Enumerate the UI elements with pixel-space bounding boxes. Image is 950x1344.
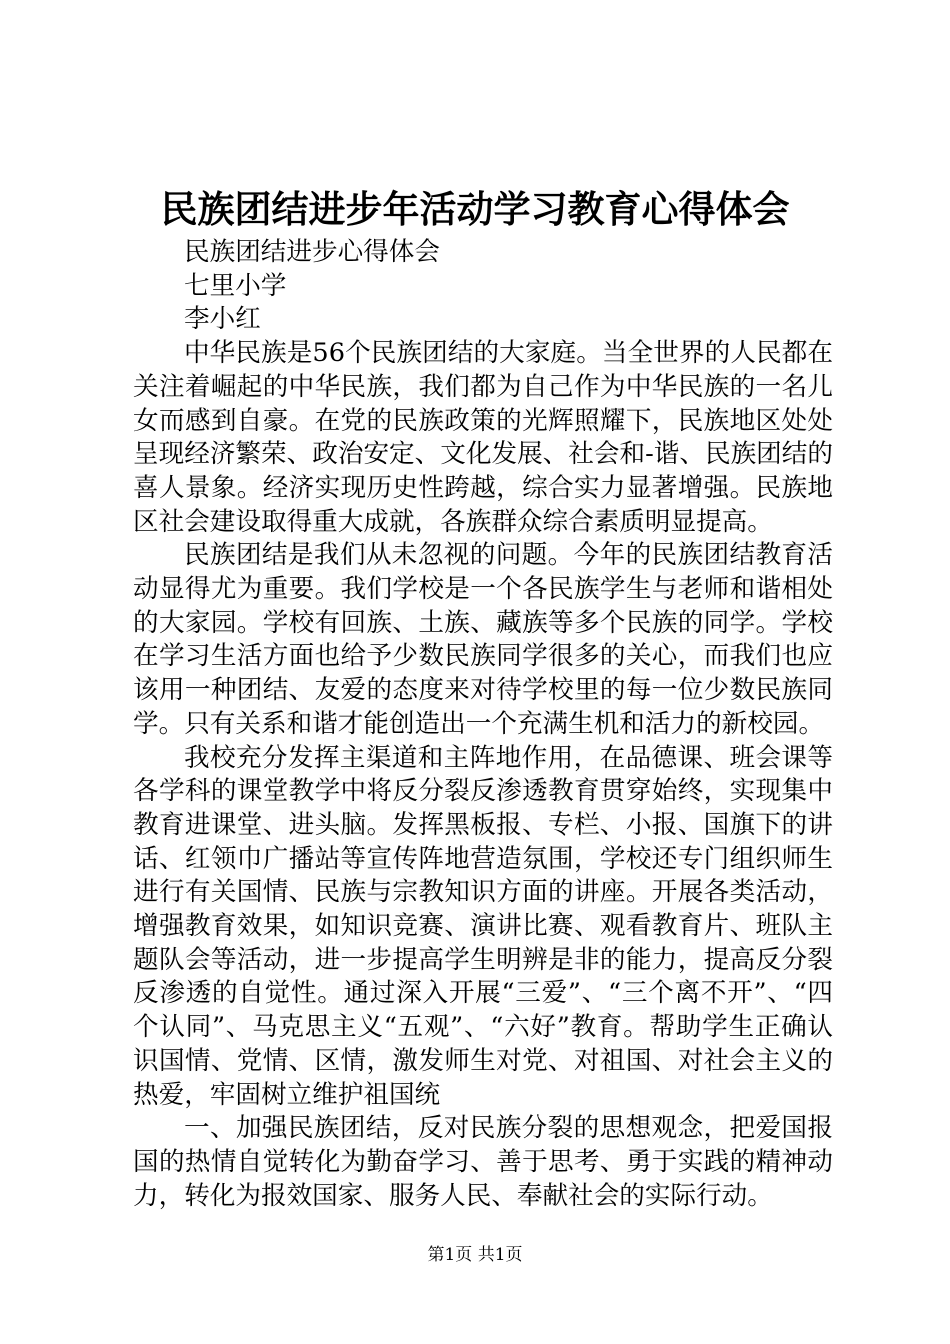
paragraph-4: 一、加强民族团结，反对民族分裂的思想观念，把爱国报国的热情自觉转化为勤奋学习、善于思考、勇于实践的精神动力，转化为报效国家、服务人民、奉献社会的实际行动。 bbox=[133, 1113, 833, 1211]
document-body bbox=[133, 236, 833, 1213]
page-footer: 第1页 共1页 bbox=[427, 1245, 523, 1265]
paragraph-3: 我校充分发挥主渠道和主阵地作用，在品德课、班会课等各学科的课堂教学中将反分裂反渗透教育贯穿始终，实现集中教育进课堂、进头脑。发挥黑板报、专栏、小报、国旗下的讲话、红领巾广播站等宣传阵地营造氛围，学校还专门组织师生进行有关国情、民族与宗教知识方面的讲座。开展各类活动，增强教育效果，如知识竞赛、演讲比赛、观看教育片、班队主题队会等活动，进一步提高学生明辨是非的能力，提高反分裂反渗透的自觉性。通过深入开展“三爱”、“三个离不开”、“四个认同”、马克思主义“五观”、“六好”教育。帮助学生正确认识国情、党情、区情，激发师生对党、对祖国、对社会主义的热爱，牢固树立维护祖国统 bbox=[133, 742, 833, 1110]
paragraph-1: 中华民族是56个民族团结的大家庭。当全世界的人民都在关注着崛起的中华民族，我们都为自己作为中华民族的一名儿女而感到自豪。在党的民族政策的光辉照耀下，民族地区处处呈现经济繁荣、政治安定、文化发展、社会和-谐、民族团结的喜人景象。经济实现历史性跨越，综合实力显著增强。民族地区社会建设取得重大成就，各族群众综合素质明显提高。 bbox=[133, 338, 833, 537]
paragraph-2: 民族团结是我们从未忽视的问题。今年的民族团结教育活动显得尤为重要。我们学校是一个各民族学生与老师和谐相处的大家园。学校有回族、土族、藏族等多个民族的同学。学校在学习生活方面也给予少数民族同学很多的关心，而我们也应该用一种团结、友爱的态度来对待学校里的每一位少数民族同学。只有关系和谐才能创造出一个充满生机和活力的新校园。 bbox=[133, 540, 833, 739]
school-line: 七里小学 bbox=[184, 270, 287, 301]
author-line: 李小红 bbox=[184, 304, 261, 335]
document-title: 民族团结进步年活动学习教育心得体会 bbox=[160, 187, 790, 231]
subtitle-line: 民族团结进步心得体会 bbox=[184, 237, 440, 267]
